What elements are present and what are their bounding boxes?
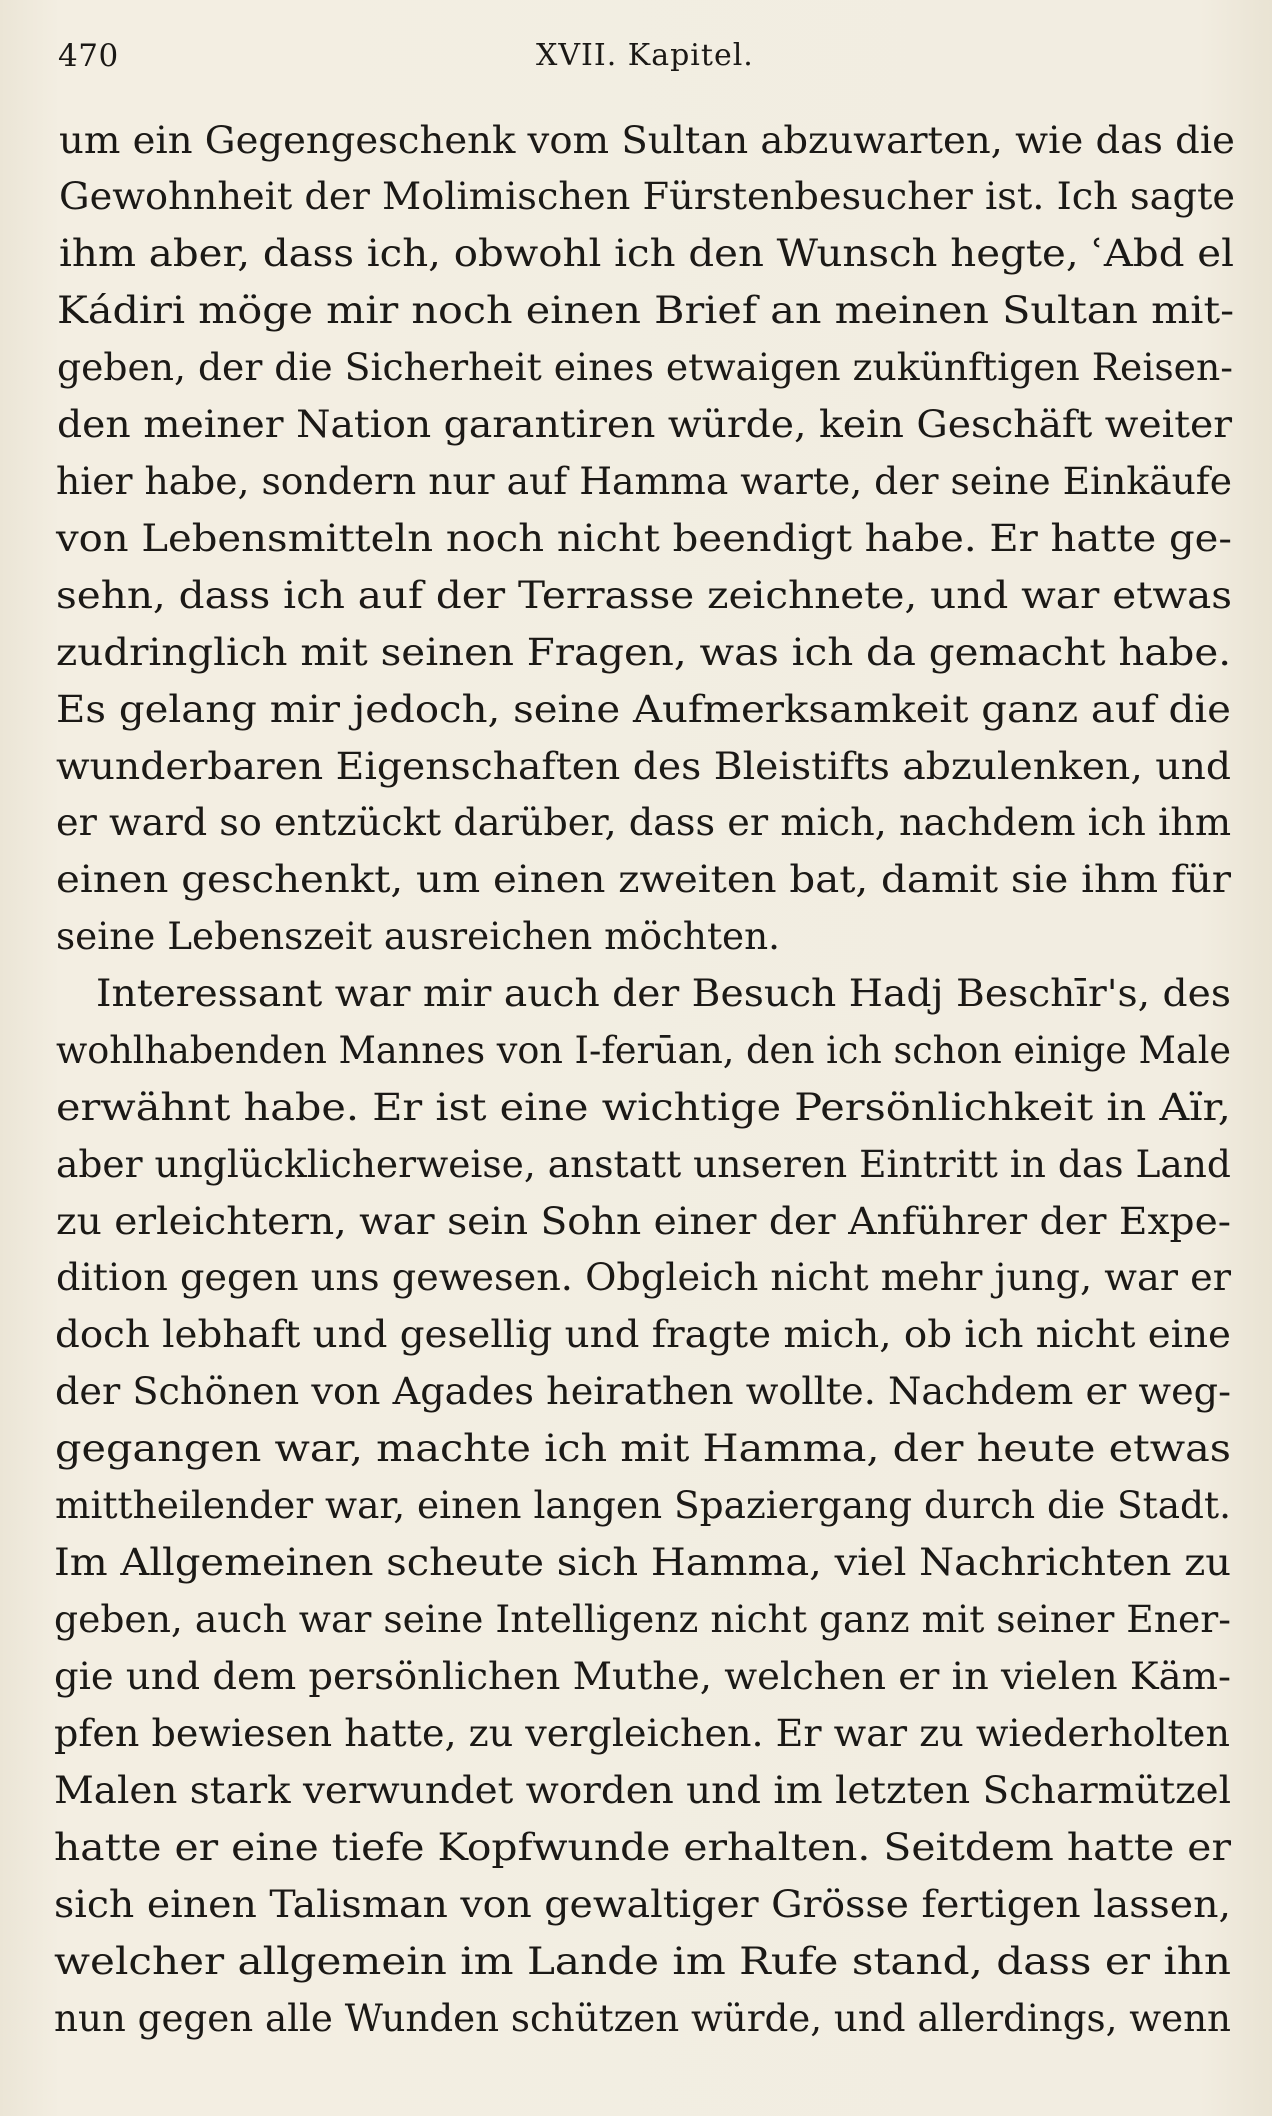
text-line: ihm aber, dass ich, obwohl ich den Wunsch hegte, ʿAbd el — [59, 232, 1235, 275]
text-line: Interessant war mir auch der Besuch Hadj Beschīr's, des — [96, 972, 1231, 1015]
text-line: sehn, dass ich auf der Terrasse zeichnete, und war etwas — [56, 574, 1233, 617]
text-line: dition gegen uns gewesen. Obgleich nicht mehr jung, war er — [56, 1256, 1231, 1299]
text-line: Malen stark verwundet worden und im letzten Scharmützel — [54, 1769, 1232, 1812]
text-line: hier habe, sondern nur auf Hamma warte, der seine Einkäufe — [56, 460, 1233, 503]
text-line: seine Lebenszeit ausreichen möchten. — [56, 915, 780, 958]
text-line: den meiner Nation garantiren würde, kein Geschäft weiter — [57, 403, 1233, 446]
text-line: pfen bewiesen hatte, zu vergleichen. Er war zu wiederholten — [54, 1712, 1230, 1755]
text-line: geben, auch war seine Intelligenz nicht ganz mit seiner Ener- — [54, 1598, 1231, 1641]
text-line: aber unglücklicherweise, anstatt unseren Eintritt in das Land — [56, 1143, 1231, 1186]
text-line: der Schönen von Agades heirathen wollte. Nachdem er weg- — [55, 1370, 1232, 1413]
text-line: doch lebhaft und gesellig und fragte mich, ob ich nicht eine — [55, 1313, 1231, 1356]
text-line: Im Allgemeinen scheute sich Hamma, viel Nachrichten zu — [54, 1541, 1232, 1584]
text-line: er ward so entzückt darüber, dass er mich, nachdem ich ihm — [56, 801, 1232, 844]
text-line: wunderbaren Eigenschaften des Bleistifts abzulenken, und — [56, 745, 1232, 788]
text-line: wohlhabenden Mannes von I-ferūan, den ich schon einige Male — [56, 1029, 1232, 1072]
text-line: von Lebensmitteln noch nicht beendigt habe. Er hatte ge- — [56, 517, 1232, 560]
text-line: zu erleichtern, war sein Sohn einer der Anführer der Expe- — [56, 1200, 1231, 1243]
text-line: Es gelang mir jedoch, seine Aufmerksamkeit ganz auf die — [56, 688, 1231, 731]
text-line: sich einen Talisman von gewaltiger Grösse fertigen lassen, — [54, 1883, 1232, 1926]
text-line: einen geschenkt, um einen zweiten bat, damit sie ihm für — [56, 858, 1232, 901]
text-line: welcher allgemein im Lande im Rufe stand, dass er ihn — [54, 1940, 1232, 1983]
page-number: 470 — [58, 38, 119, 74]
text-line: Gewohnheit der Molimischen Fürstenbesucher ist. Ich sagte — [59, 175, 1235, 218]
text-line: erwähnt habe. Er ist eine wichtige Persönlichkeit in Aïr, — [56, 1086, 1231, 1129]
text-line: mittheilender war, einen langen Spaziergang durch die Stadt. — [55, 1484, 1231, 1527]
text-line: geben, der die Sicherheit eines etwaigen zukünftigen Reisen- — [57, 346, 1233, 389]
text-line: Kádiri möge mir noch einen Brief an meinen Sultan mit- — [57, 289, 1235, 332]
text-line: zudringlich mit seinen Fragen, was ich da gemacht habe. — [56, 631, 1232, 674]
text-line: gie und dem persönlichen Muthe, welchen er in vielen Käm- — [54, 1655, 1232, 1698]
chapter-running-head: XVII. Kapitel. — [536, 38, 754, 73]
text-line: um ein Gegengeschenk vom Sultan abzuwarten, wie das die — [59, 119, 1235, 162]
text-line: hatte er eine tiefe Kopfwunde erhalten. Seitdem hatte er — [54, 1826, 1231, 1869]
text-line: gegangen war, machte ich mit Hamma, der heute etwas — [55, 1427, 1232, 1470]
page-header — [58, 38, 778, 82]
text-line: nun gegen alle Wunden schützen würde, und allerdings, wenn — [54, 1997, 1231, 2040]
